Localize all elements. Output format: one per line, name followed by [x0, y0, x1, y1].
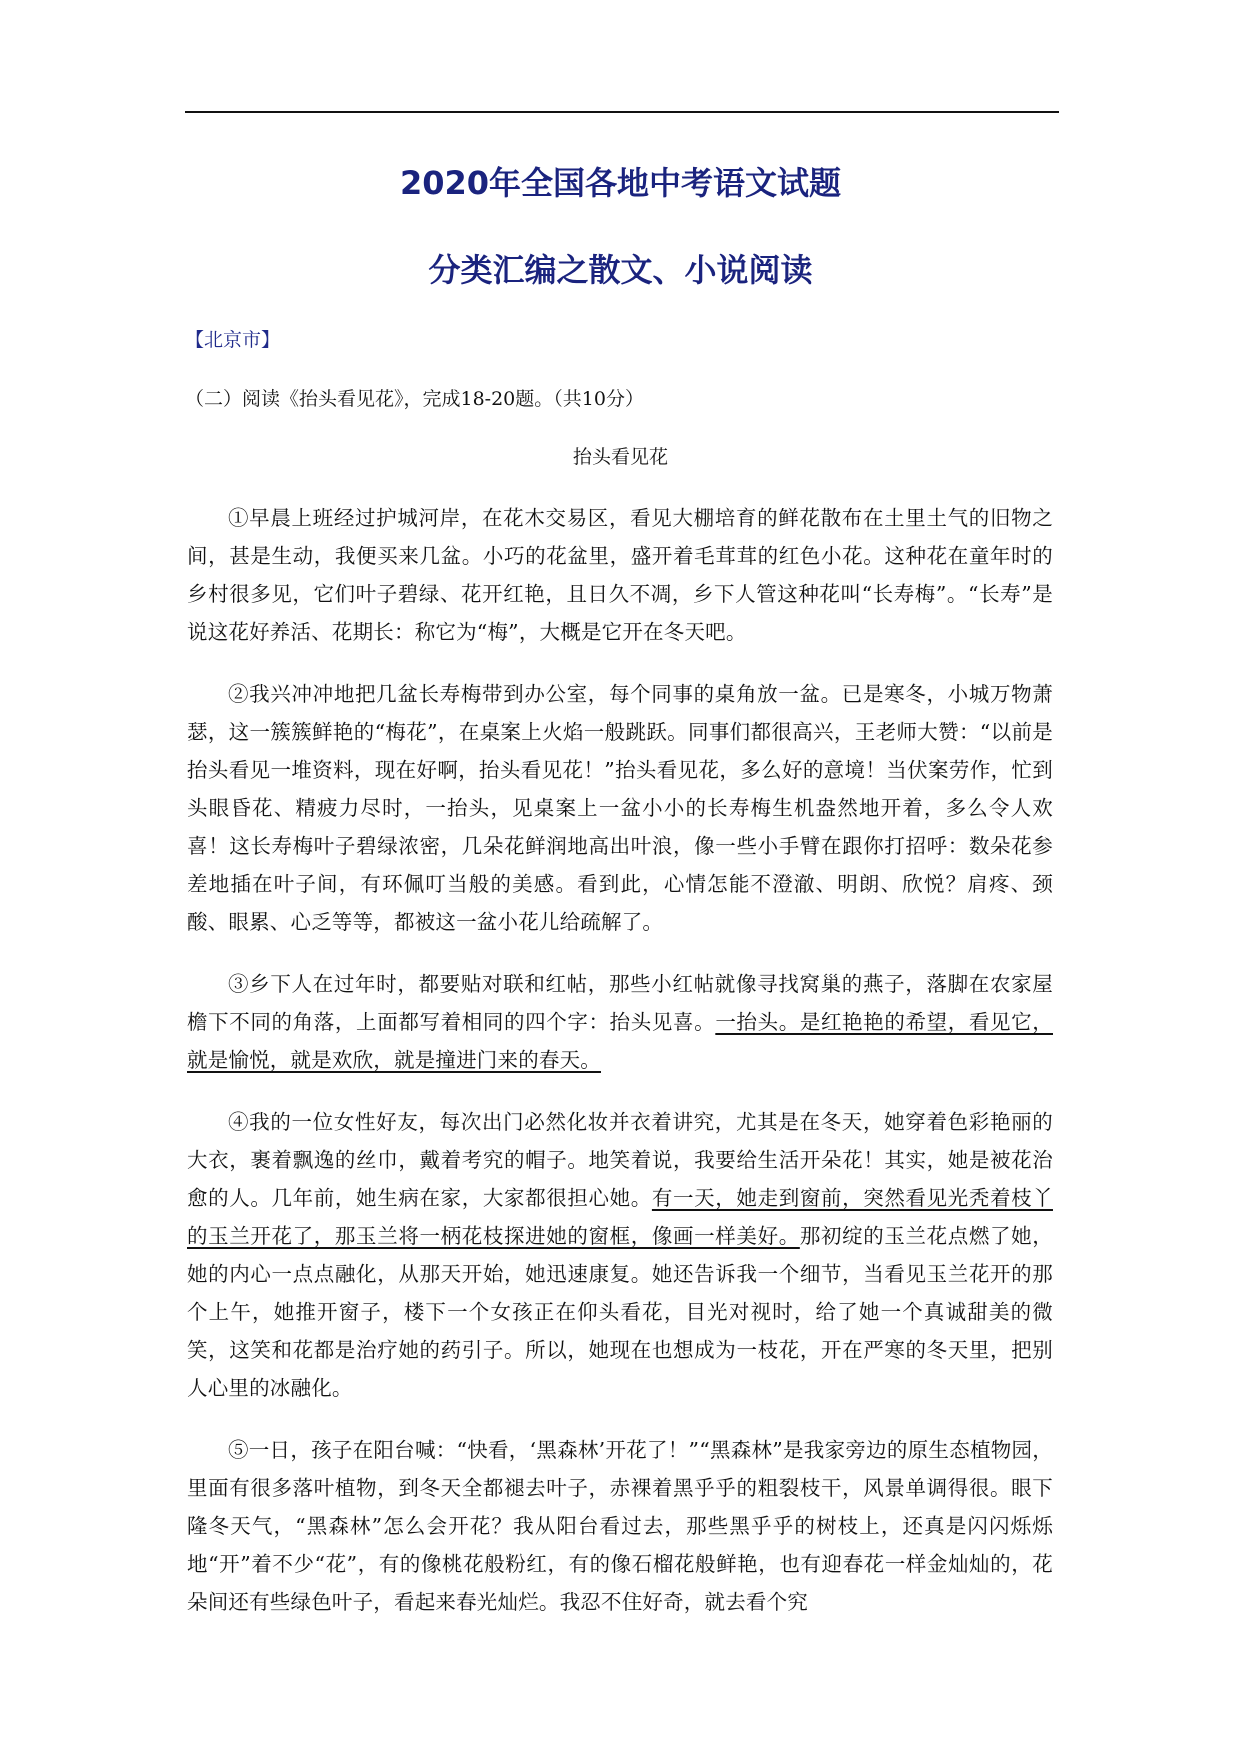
paragraph-5: ⑤一日，孩子在阳台喊：“快看，‘黑森林’开花了！”“黑森林”是我家旁边的原生态植物园，里面有很多落叶植物，到冬天全都褪去叶子，赤裸着黑乎乎的粗裂枝干，风景单调得很。眼下隆冬天气，“黑森林”怎么会开花？我从阳台看过去，那些黑乎乎的树枝上，还真是闪闪烁烁地“开”着不少“花”，有的像桃花般粉红，有的像石榴花般鲜艳，也有迎春花一样金灿灿的，花朵间还有些绿色叶子，看起来春光灿烂。我忍不住好奇，就去看个究	[187, 1438, 1053, 1614]
essay-title: 抬头看见花	[572, 446, 668, 468]
paragraph-3	[187, 965, 1053, 1079]
document-title-line1: 2020年全国各地中考语文试题	[399, 164, 842, 202]
header-rule	[185, 111, 1059, 113]
paragraph-3-text: ③乡下人在过年时，都要贴对联和红帖，那些小红帖就像寻找窝巢的燕子，落脚在农家屋檐下不同的角落，上面都写着相同的四个字：抬头见喜。	[187, 972, 1053, 1034]
document-title-line2: 分类汇编之散文、小说阅读	[428, 251, 813, 289]
question-instruction: （二）阅读《抬头看见花》，完成18-20题。（共10分）	[185, 388, 644, 410]
paragraph-3-underlined-sentence: 一抬头。是红艳艳的希望，看见它，就是愉悦，就是欢欣，就是撞进门来的春天。	[187, 1010, 1053, 1072]
paragraph-4	[187, 1103, 1053, 1407]
paragraph-2: ②我兴冲冲地把几盆长寿梅带到办公室，每个同事的桌角放一盆。已是寒冬，小城万物萧瑟，这一簇簇鲜艳的“梅花”，在桌案上火焰一般跳跃。同事们都很高兴，王老师大赞：“以前是抬头看见一堆资料，现在好啊，抬头看见花！”抬头看见花，多么好的意境！当伏案劳作，忙到头眼昏花、精疲力尽时，一抬头，见桌案上一盆小小的长寿梅生机盎然地开着，多么令人欢喜！这长寿梅叶子碧绿浓密，几朵花鲜润地高出叶浪，像一些小手臂在跟你打招呼：数朵花参差地插在叶子间，有环佩叮当般的美感。看到此，心情怎能不澄澈、明朗、欣悦？肩疼、颈酸、眼累、心乏等等，都被这一盆小花儿给疏解了。	[187, 682, 1053, 934]
region-label: 【北京市】	[185, 329, 281, 351]
essay-body	[187, 499, 1053, 1645]
paragraph-4-text-start: ④我的一位女性好友，每次出门必然化妆并衣着讲究，尤其是在冬天，她穿着色彩艳丽的大衣，裹着飘逸的丝巾，戴着考究的帽子。地笑着说，我要给生活开朵花！其实，她是被花治愈的人。几年前，她生病在家，大家都很担心她。	[187, 1110, 1053, 1210]
paragraph-4-underlined-sentence: 有一天，她走到窗前，突然看见光秃着枝丫的玉兰开花了，那玉兰将一柄花枝探进她的窗框，像画一样美好。	[187, 1186, 1053, 1248]
paragraph-1: ①早晨上班经过护城河岸，在花木交易区，看见大棚培育的鲜花散布在土里土气的旧物之间，甚是生动，我便买来几盆。小巧的花盆里，盛开着毛茸茸的红色小花。这种花在童年时的乡村很多见，它们叶子碧绿、花开红艳，且日久不凋，乡下人管这种花叫“长寿梅”。“长寿”是说这花好养活、花期长：称它为“梅”，大概是它开在冬天吧。	[187, 506, 1053, 644]
paragraph-4-text-end: 那初绽的玉兰花点燃了她，她的内心一点点融化，从那天开始，她迅速康复。她还告诉我一个细节，当看见玉兰花开的那个上午，她推开窗子，楼下一个女孩正在仰头看花，目光对视时，给了她一个真诚甜美的微笑，这笑和花都是治疗她的药引子。所以，她现在也想成为一枝花，开在严寒的冬天里，把别人心里的冰融化。	[187, 1224, 1053, 1400]
